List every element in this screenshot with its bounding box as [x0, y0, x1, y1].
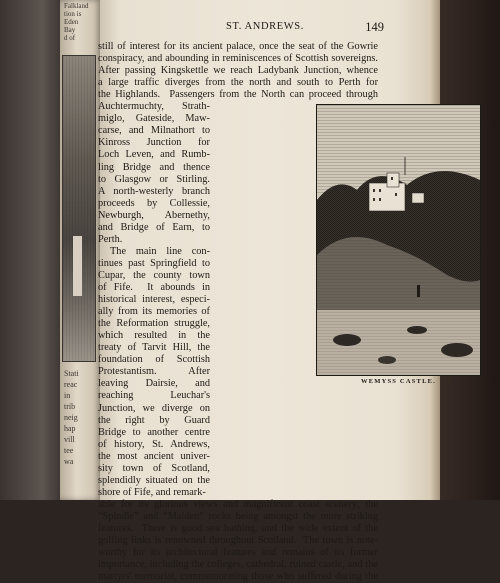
- text-line: which resulted in the: [98, 330, 210, 342]
- text-line: features. There is good sea bathing, and the wide extent of the: [98, 523, 378, 534]
- figure-caption: WEMYSS CASTLE.: [361, 378, 436, 385]
- text-line: shore of Fife, and remark-: [98, 486, 206, 498]
- text-line: and Bridge of Earn, to: [98, 221, 210, 233]
- text-line: ally from its memories of: [98, 306, 210, 318]
- text-line: Perth.: [98, 233, 123, 245]
- text-line: able for its glorious views and magnificent coast scenery; the: [98, 498, 378, 510]
- text-line: After passing Kingskettle we reach Ladybank Junction, whence: [98, 65, 378, 77]
- previous-page-sliver: [60, 0, 102, 500]
- text-line: The main line con-: [110, 245, 210, 257]
- text-line: a large traffic diverges from the north and south to Perth for: [98, 77, 378, 89]
- text-line: historical interest, especi-: [98, 294, 210, 306]
- page-number: 149: [365, 20, 384, 34]
- text-line: Loch Leven, and Rumb-: [98, 149, 210, 161]
- text-line: “Spindle” and “Maiden” rocks being amongst the more striking: [98, 510, 378, 522]
- previous-page-text-top: Falkland tion is Eden Bay d of: [64, 2, 89, 42]
- previous-page-illustration: [62, 55, 96, 362]
- text-line: Kinross Junction for: [98, 137, 210, 149]
- text-line: of history, St. Andrews,: [98, 438, 210, 450]
- text-line: Auchtermuchty, Strath-: [98, 101, 210, 113]
- text-line: of Fife. It abounds in: [98, 282, 210, 293]
- book-page: [98, 0, 436, 583]
- text-line: miglo, Gateside, Maw-: [98, 113, 210, 125]
- text-line: the Highlands. Passengers from the North can proceed through: [98, 89, 378, 101]
- text-line: the Reformation struggle,: [98, 318, 210, 330]
- previous-page-text-bottom: Stati reac in trib neig hap vill tee wa: [64, 369, 79, 466]
- text-line: worthy for its architectural features and remains of its former: [98, 547, 378, 559]
- text-line: treaty of Tarvit Hill, the: [98, 342, 210, 354]
- text-line: foundation of Scottish: [98, 354, 210, 366]
- text-line: martyrs' memorial, commemorating those who suffered during the: [98, 571, 378, 583]
- text-line: Junction, we diverge on: [98, 402, 210, 414]
- illustration-tower: [73, 236, 82, 296]
- text-line: conspiracy, and abounding in reminiscences of Scottish sovereigns.: [98, 53, 378, 65]
- text-line: leaving Dairsie, and: [98, 378, 210, 390]
- engraving-wemyss-castle: [316, 104, 481, 376]
- text-line: A north-westerly branch: [98, 185, 210, 197]
- text-line: Bridge to another centre: [98, 426, 210, 438]
- text-line: Protestantism. After: [98, 366, 210, 378]
- text-line: tinues past Springfield to: [98, 257, 210, 269]
- text-line: proceeds by Collessie,: [98, 197, 210, 209]
- text-line: sity town of Scotland,: [98, 462, 210, 474]
- running-title: ST. ANDREWS.: [226, 21, 304, 32]
- text-line: the most ancient univer-: [98, 450, 210, 462]
- text-line: carse, and Milnathort to: [98, 125, 210, 137]
- text-line: the right by Guard: [98, 414, 210, 426]
- running-header: [100, 21, 430, 35]
- text-line: splendidly situated on the: [98, 474, 210, 486]
- text-line: to Glasgow or Stirling.: [98, 173, 210, 185]
- text-line: still of interest for its ancient palace, once the seat of the Gowrie: [98, 41, 378, 52]
- text-line: reaching Leuchar's: [98, 390, 210, 402]
- text-line: Cupar, the county town: [98, 269, 210, 281]
- text-line: ling Bridge and thence: [98, 161, 210, 173]
- text-line: importance, including the colleges, cathedral, ruined castle, and the: [98, 559, 378, 571]
- text-line: Newburgh, Abernethy,: [98, 209, 210, 221]
- text-line: golfing links is renowned throughout Scotland. The town is note-: [98, 535, 378, 547]
